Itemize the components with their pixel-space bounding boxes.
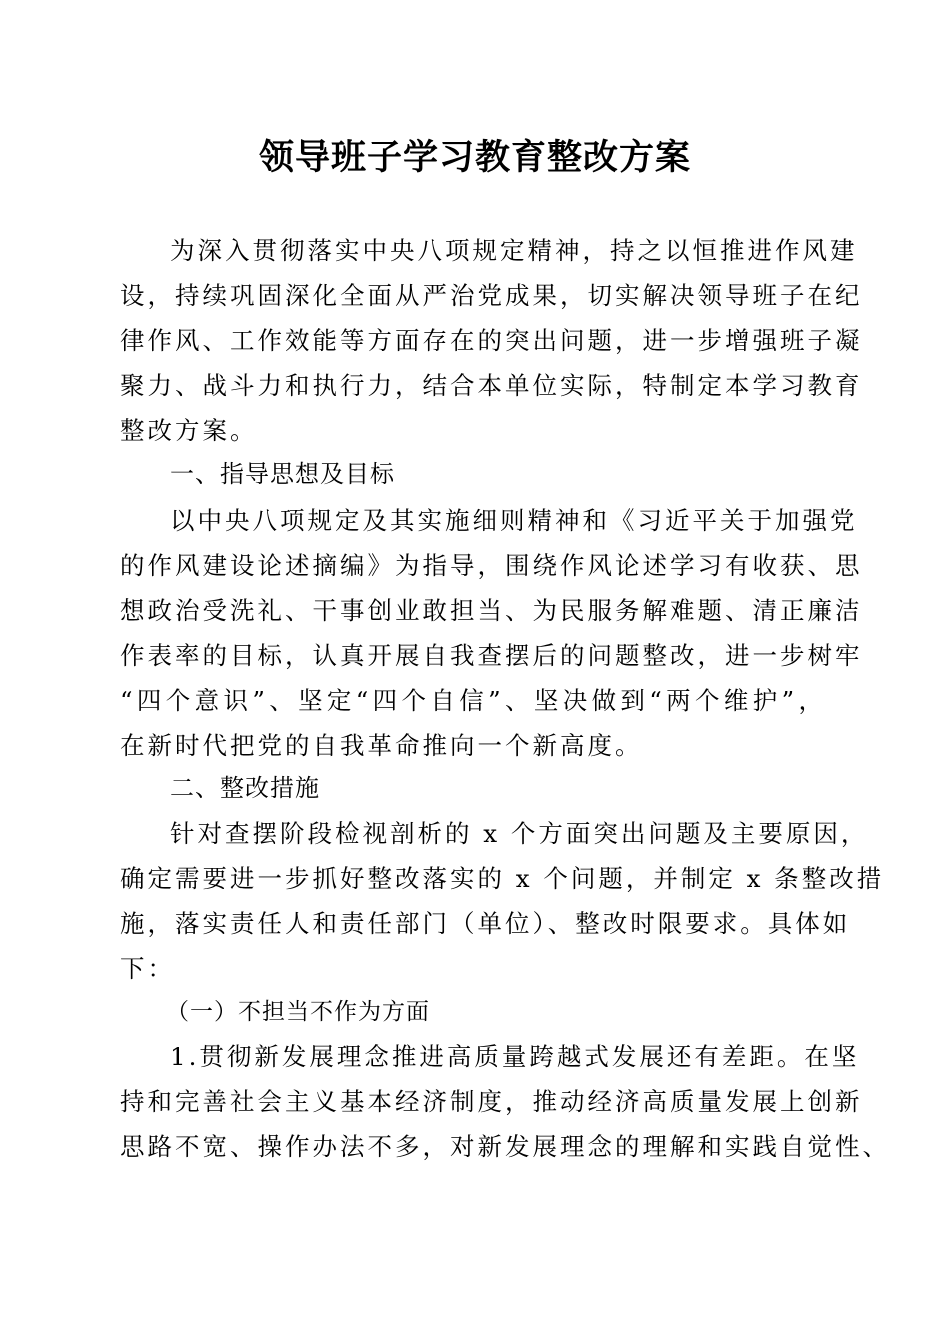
text-line: 施，落实责任人和责任部门（单位）、整改时限要求。具体如 xyxy=(120,909,851,938)
text-line: 以中央八项规定及其实施细则精神和《习近平关于加强党 xyxy=(170,506,858,535)
text-line: 确定需要进一步抓好整改落实的 x 个问题，并制定 x 条整改措 xyxy=(120,864,885,893)
text-line: 1.贯彻新发展理念推进高质量跨越式发展还有差距。在坚 xyxy=(170,1042,860,1071)
text-line: 设，持续巩固深化全面从严治党成果，切实解决领导班子在纪 xyxy=(120,281,863,310)
section1-paragraph xyxy=(120,498,863,768)
document-title: 领导班子学习教育整改方案 xyxy=(258,137,691,178)
text-line: “四个意识”、坚定“四个自信”、坚决做到“两个维护”， xyxy=(120,686,826,715)
section-heading-guiding-principles: 一、指导思想及目标 xyxy=(170,460,395,488)
intro-paragraph xyxy=(120,228,863,453)
text-line: 思路不宽、操作办法不多，对新发展理念的理解和实践自觉性、 xyxy=(120,1132,890,1161)
text-line: 整改方案。 xyxy=(120,416,258,445)
text-line: 想政治受洗礼、干事创业敢担当、为民服务解难题、清正廉洁 xyxy=(120,596,863,625)
text-line: 作表率的目标，认真开展自我查摆后的问题整改，进一步树牢 xyxy=(120,641,863,670)
text-line: 持和完善社会主义基本经济制度，推动经济高质量发展上创新 xyxy=(120,1087,863,1116)
text-line: 聚力、战斗力和执行力，结合本单位实际，特制定本学习教育 xyxy=(120,371,863,400)
text-line: 针对查摆阶段检视剖析的 x 个方面突出问题及主要原因， xyxy=(170,819,869,848)
text-line: 为深入贯彻落实中央八项规定精神，持之以恒推进作风建 xyxy=(170,236,858,265)
text-line: 律作风、工作效能等方面存在的突出问题，进一步增强班子凝 xyxy=(120,326,863,355)
item1-paragraph xyxy=(120,1034,890,1169)
subsection-heading: （一）不担当不作为方面 xyxy=(166,999,430,1025)
text-line: 在新时代把党的自我革命推向一个新高度。 xyxy=(120,731,643,760)
section-heading-rectification-measures: 二、整改措施 xyxy=(170,774,320,802)
text-line: 下： xyxy=(120,954,175,983)
section2-paragraph xyxy=(120,811,885,991)
text-line: 的作风建设论述摘编》为指导，围绕作风论述学习有收获、思 xyxy=(120,551,863,580)
